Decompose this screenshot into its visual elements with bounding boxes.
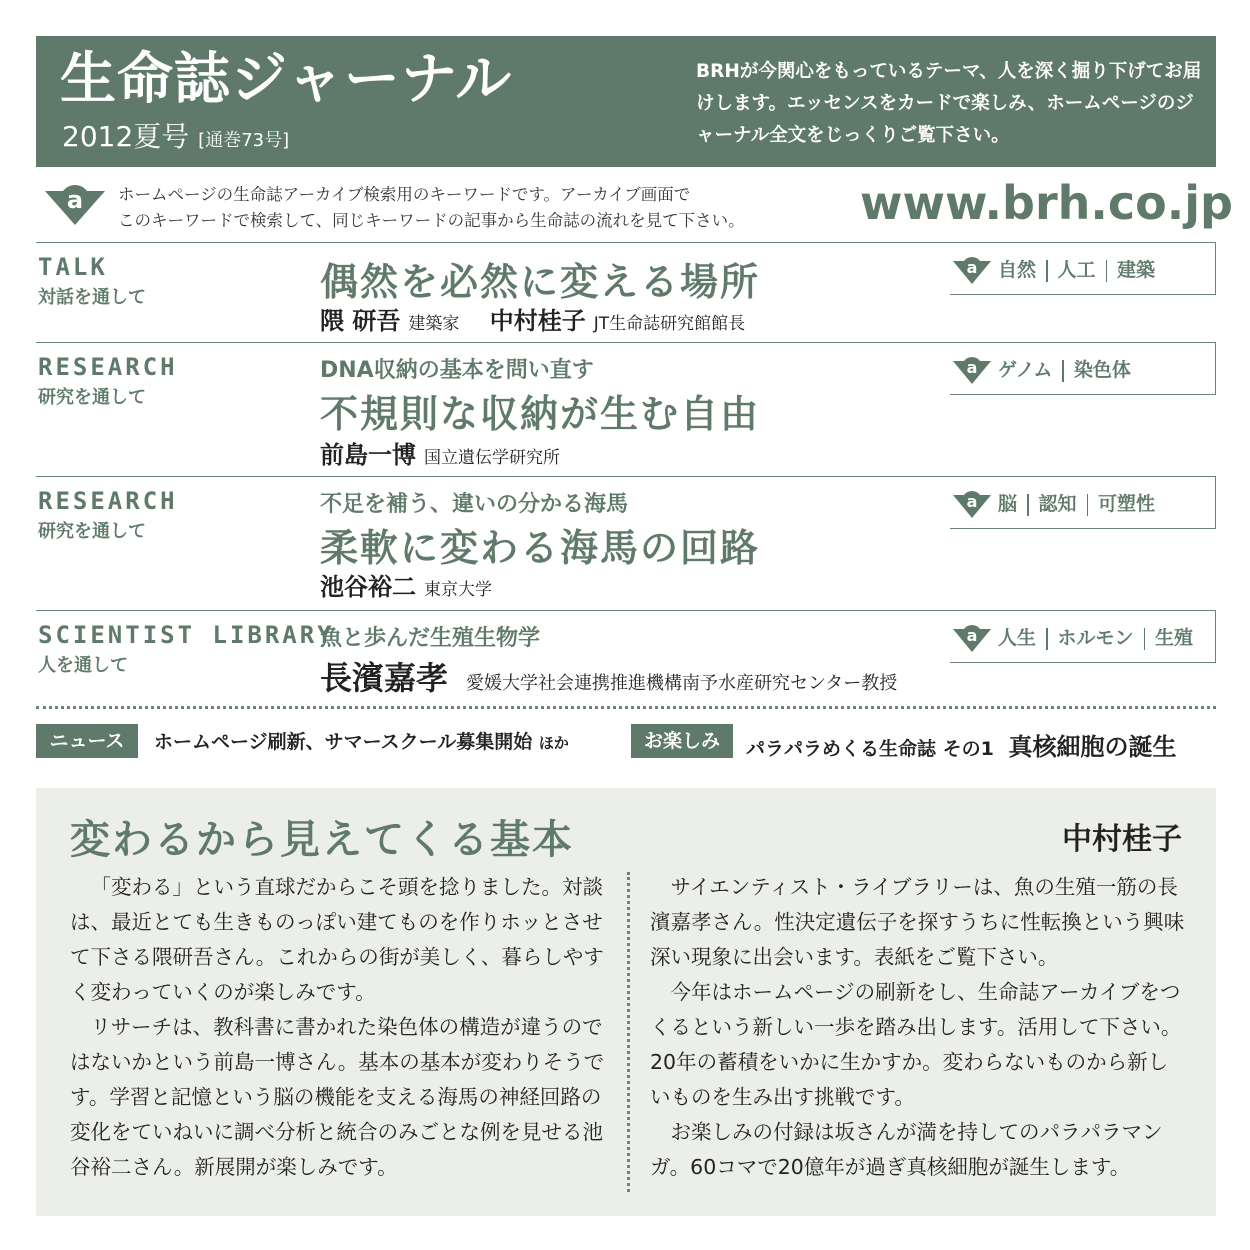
article-authors [320, 653, 919, 699]
article-authors [320, 435, 582, 470]
keyword-divider [1087, 494, 1089, 516]
svg-text:a: a [966, 626, 978, 645]
article-keywords [950, 343, 1216, 395]
article-category-sub: 対話を通して [38, 287, 146, 308]
svg-text:a: a [966, 492, 978, 511]
article-headline[interactable]: 偶然を必然に変える場所 [320, 260, 761, 304]
article-category-sub: 研究を通して [38, 521, 146, 542]
keyword-divider [1046, 628, 1048, 650]
svg-text:a: a [966, 358, 978, 377]
author-affiliation: 建築家 [408, 314, 460, 334]
keyword-link[interactable]: ホルモン [1057, 627, 1134, 649]
article-subtitle: 不足を補う、違いの分かる海馬 [320, 492, 629, 517]
article-category: RESEARCH [38, 487, 178, 515]
author-affiliation: 東京大学 [424, 580, 492, 600]
article-keywords [950, 243, 1216, 295]
author-affiliation: JT生命誌研究館館長 [593, 314, 746, 334]
article-scientist-library [36, 610, 1216, 700]
archive-keyword-icon [952, 255, 992, 285]
website-url[interactable]: www.brh.co.jp [860, 176, 1233, 230]
keyword-note-line2: このキーワードで検索して、同じキーワードの記事から生命誌の流れを見て下さい。 [118, 211, 745, 230]
archive-keyword-icon [952, 489, 992, 519]
keyword-link[interactable]: ゲノム [998, 359, 1053, 381]
journal-header [36, 36, 1216, 167]
article-headline[interactable]: 柔軟に変わる海馬の回路 [320, 526, 761, 570]
svg-text:a: a [66, 186, 84, 214]
keyword-link[interactable]: 脳 [998, 493, 1018, 515]
journal-title: 生命誌ジャーナル [60, 47, 513, 112]
keyword-note-line1: ホームページの生命誌アーカイブ検索用のキーワードです。アーカイブ画面で [118, 185, 691, 204]
keyword-link[interactable]: 人工 [1057, 259, 1096, 281]
news-text[interactable] [154, 727, 569, 754]
author-name: 中村桂子 [489, 307, 586, 335]
keyword-divider [1106, 260, 1108, 282]
author-name[interactable]: 長濱嘉孝 [320, 659, 449, 697]
keyword-link[interactable]: 人生 [998, 627, 1037, 649]
issue-label [62, 120, 289, 158]
archive-keyword-icon [44, 182, 106, 226]
keyword-divider [1062, 360, 1064, 382]
editorial-title: 変わるから見えてくる基本 [70, 817, 574, 863]
editorial-box [36, 788, 1216, 1216]
author-name: 前島一博 [320, 441, 416, 469]
article-category-sub: 研究を通して [38, 387, 146, 408]
keyword-link[interactable]: 建築 [1117, 259, 1156, 281]
author-name: 隈 研吾 [320, 307, 401, 335]
article-research-1 [36, 342, 1216, 476]
editorial-paragraph: サイエンティスト・ライブラリーは、魚の生殖一筋の長濱嘉孝さん。性決定遺伝子を探すうちに性転換という興味深い現象に出会います。表紙をご覧下さい。 [650, 875, 1185, 969]
article-category-sub: 人を通して [38, 655, 128, 676]
fun-tag: お楽しみ [631, 724, 733, 758]
article-subtitle: 魚と歩んだ生殖生物学 [320, 626, 541, 651]
keyword-divider [1046, 260, 1048, 282]
article-category: RESEARCH [38, 353, 178, 381]
article-authors [320, 567, 514, 602]
article-category: TALK [38, 253, 108, 281]
header-description: BRHが今関心をもっているテーマ、人を深く掘り下げてお届けします。エッセンスをカードで楽しみ、ホームページのジャーナル全文をじっくりご覧下さい。 [696, 61, 1202, 146]
news-tag: ニュース [36, 724, 138, 758]
article-keywords [950, 611, 1216, 663]
editorial-paragraph: 今年はホームページの刷新をし、生命誌アーカイブをつくるという新しい一歩を踏み出します。活用して下さい。20年の蓄積をいかに生かすか。変わらないものから新しいものを生み出す挑戦です。 [650, 980, 1182, 1109]
column-divider [627, 872, 630, 1192]
keyword-divider [1027, 494, 1029, 516]
issue-volume: [通巻73号] [198, 130, 290, 151]
editorial-paragraph: お楽しみの付録は坂さんが満を持してのパラパラマンガ。60コマで20億年が過ぎ真核細胞が誕生します。 [650, 1120, 1163, 1179]
editorial-author: 中村桂子 [1062, 822, 1182, 857]
fun-title: 真核細胞の誕生 [1008, 733, 1177, 761]
article-subtitle: DNA収納の基本を問い直す [320, 358, 594, 383]
editorial-paragraph: リサーチは、教科書に書かれた染色体の構造が違うのではないかという前島一博さん。基本の基本が変わりそうです。学習と記憶という脳の機能を支える海馬の神経回路の変化をていねいに調べ分析と統合のみごとな例を見せる池谷裕二さん。新展開が楽しみです。 [70, 1015, 605, 1179]
article-talk [36, 242, 1216, 342]
dotted-divider [36, 706, 1216, 709]
news-bar [36, 724, 1226, 760]
fun-series: パラパラめくる生命誌 その1 [746, 738, 994, 760]
article-headline[interactable]: 不規則な収納が生む自由 [320, 392, 761, 436]
keyword-link[interactable]: 可塑性 [1098, 493, 1156, 515]
issue-season: 2012夏号 [62, 120, 190, 153]
article-authors [320, 301, 767, 336]
article-research-2 [36, 476, 1216, 610]
keyword-link[interactable]: 自然 [998, 259, 1037, 281]
author-name: 池谷裕二 [320, 573, 416, 601]
editorial-paragraph: 「変わる」という直球だからこそ頭を捻りました。対談は、最近とても生きものっぽい建てものを作りホッとさせて下さる隈研吾さん。これからの街が美しく、暮らしやすく変わっていくのが楽しみです。 [70, 875, 604, 1004]
svg-text:a: a [966, 258, 978, 277]
archive-keyword-icon [952, 623, 992, 653]
article-category: SCIENTIST LIBRARY [38, 621, 335, 649]
author-affiliation: 国立遺伝学研究所 [424, 448, 560, 468]
news-suffix: ほか [538, 734, 569, 752]
author-affiliation: 愛媛大学社会連携推進機構南予水産研究センター教授 [466, 673, 898, 694]
keyword-link[interactable]: 染色体 [1073, 359, 1131, 381]
keyword-link[interactable]: 認知 [1038, 493, 1077, 515]
keyword-link[interactable]: 生殖 [1155, 627, 1194, 649]
editorial-column-right [650, 870, 1188, 1185]
article-keywords [950, 477, 1216, 529]
editorial-column-left [70, 870, 608, 1185]
news-headline: ホームページ刷新、サマースクール募集開始 [154, 731, 533, 753]
keyword-divider [1144, 628, 1146, 650]
keyword-note [44, 182, 844, 238]
archive-keyword-icon [952, 355, 992, 385]
fun-text[interactable] [746, 727, 1176, 762]
